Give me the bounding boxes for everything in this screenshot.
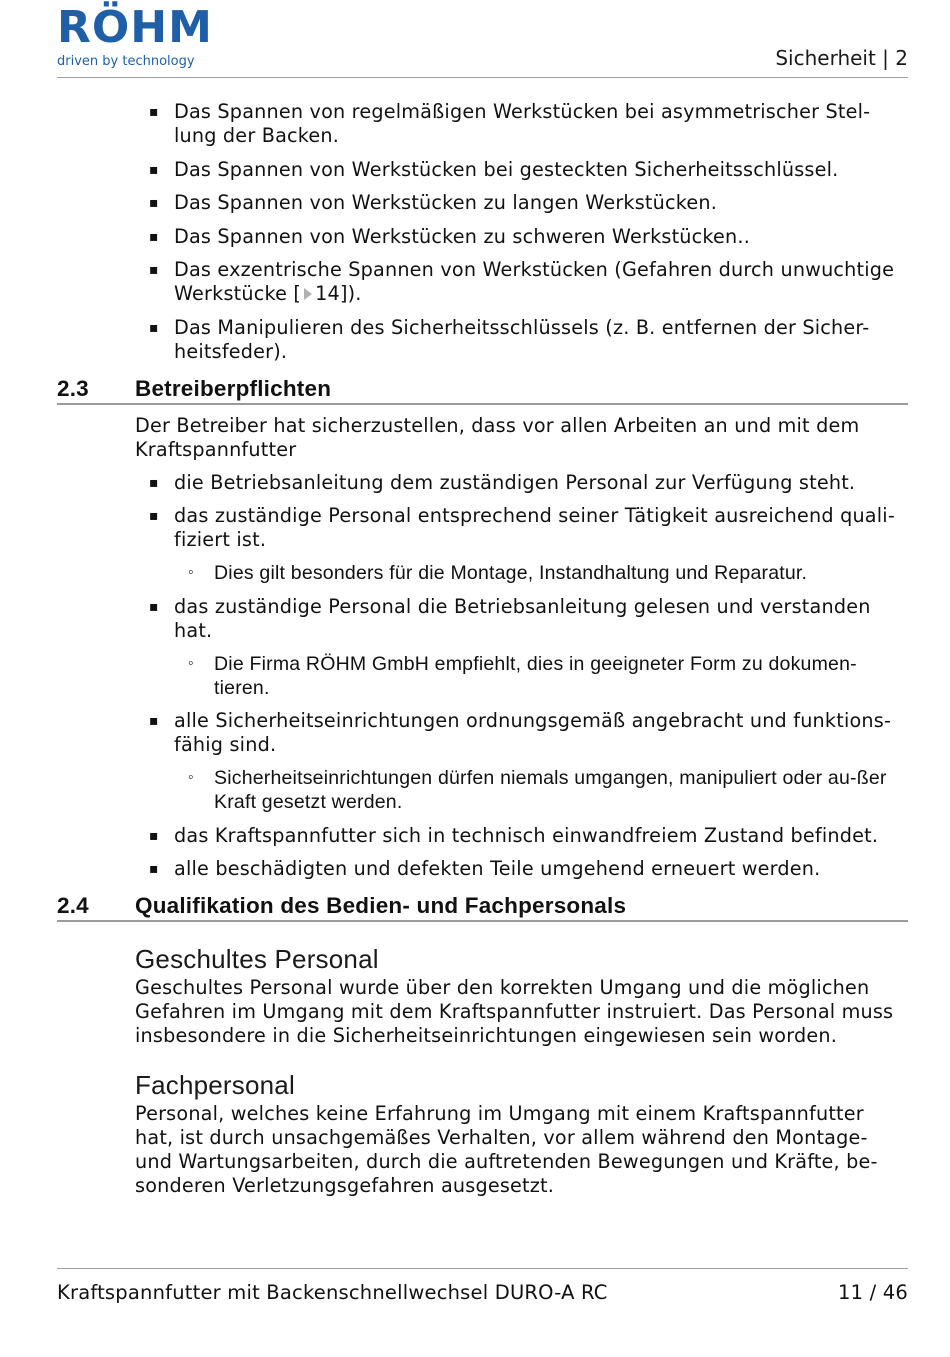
sub-list — [174, 652, 908, 700]
list-item-text: das zuständige Personal entsprechend seiner Tätigkeit ausreichend quali-fiziert ist. — [174, 504, 895, 551]
list-item — [135, 258, 908, 306]
list-item-text: Das exzentrische Spannen von Werkstücken (Gefahren durch unwuchtige Werkstücke [ — [174, 258, 895, 305]
duties-list — [57, 471, 908, 882]
list-item: ▪ Das Spannen von Werkstücken zu langen Werkstücken. — [135, 191, 908, 215]
list-item-text: alle beschädigten und defekten Teile umgehend erneuert werden. — [174, 857, 821, 880]
list-item — [135, 857, 908, 881]
list-item-text: ]). — [339, 282, 362, 305]
list-item — [135, 504, 908, 585]
sub-list-item: ◦ Die Firma RÖHM GmbH empfiehlt, dies in geeigneter Form zu dokumen-tieren. — [174, 652, 908, 700]
subsection-title: Geschultes Personal — [135, 944, 379, 974]
subsection-text: Personal, welches keine Erfahrung im Umgang mit einem Kraftspannfutter hat, ist durch unsachgemäßes Verhalten, vor allem während den Montage- und Wartungsarbeiten, durch die auftretenden Bewegungen und Kräfte, be-sonderen Verletzungsgefahren ausgesetzt. — [135, 1102, 878, 1197]
header-divider — [57, 77, 908, 78]
subsection-title: Fachpersonal — [135, 1070, 295, 1100]
subsection-text: Geschultes Personal wurde über den korrekten Umgang und die möglichen Gefahren im Umgang mit dem Kraftspannfutter instruiert. Das Personal muss insbesondere in die Sicherheitseinrichtungen eingewiesen sein worden. — [135, 976, 894, 1047]
list-item-text: das zuständige Personal die Betriebsanleitung gelesen und verstanden hat. — [174, 594, 871, 642]
logo-tagline: driven by technology — [57, 54, 195, 69]
list-item: ▪ Das Spannen von Werkstücken bei gesteckten Sicherheitsschlüssel. — [135, 158, 908, 182]
footer-document-title: Kraftspannfutter mit Backenschnellwechsel DURO-A RC — [57, 1281, 608, 1304]
logo-wordmark: RÖHM — [57, 2, 213, 53]
section-intro: Der Betreiber hat sicherzustellen, dass vor allen Arbeiten an und mit dem Kraftspannfutter — [135, 413, 860, 461]
cross-reference-arrow-icon — [304, 288, 312, 300]
hazard-list — [57, 100, 908, 364]
sub-list-item: ◦ Dies gilt besonders für die Montage, Instandhaltung und Reparatur. — [174, 561, 908, 585]
section-heading-2-3 — [57, 376, 908, 405]
sub-list — [174, 561, 908, 585]
section-title: Qualifikation des Bedien- und Fachpersonals — [135, 893, 627, 918]
section-heading-2-4 — [57, 893, 908, 922]
list-item-text: die Betriebsanleitung dem zuständigen Personal zur Verfügung steht. — [174, 470, 856, 494]
list-item — [135, 709, 908, 814]
cross-reference-link[interactable]: 14 — [315, 282, 340, 305]
footer-page-number: 11 / 46 — [838, 1281, 908, 1304]
list-item: ▪ Das Manipulieren des Sicherheitsschlüssels (z. B. entfernen der Sicher-heitsfeder). — [135, 316, 908, 364]
list-item — [135, 471, 908, 495]
page-content — [57, 100, 908, 1207]
sub-list-item: ◦ Sicherheitseinrichtungen dürfen niemals umgangen, manipuliert oder au-ßer Kraft gesetzt werden. — [174, 766, 908, 814]
list-item-text: alle Sicherheitseinrichtungen ordnungsgemäß angebracht und funktions-fähig sind. — [174, 709, 892, 756]
section-header: Sicherheit | 2 — [775, 46, 908, 70]
list-item: ▪ Das Spannen von regelmäßigen Werkstücken bei asymmetrischer Stel-lung der Backen. — [135, 100, 908, 148]
sub-list — [174, 766, 908, 814]
footer-divider — [57, 1268, 908, 1269]
list-item: ▪ Das Spannen von Werkstücken zu schweren Werkstücken.. — [135, 225, 908, 249]
section-number: 2.4 — [57, 893, 89, 918]
page-header — [0, 0, 950, 78]
section-number: 2.3 — [57, 375, 89, 401]
roehm-logo — [57, 4, 213, 70]
section-title: Betreiberpflichten — [135, 375, 332, 401]
list-item — [135, 595, 908, 700]
list-item-text: das Kraftspannfutter sich in technisch einwandfreiem Zustand befindet. — [174, 823, 879, 847]
list-item — [135, 824, 908, 848]
